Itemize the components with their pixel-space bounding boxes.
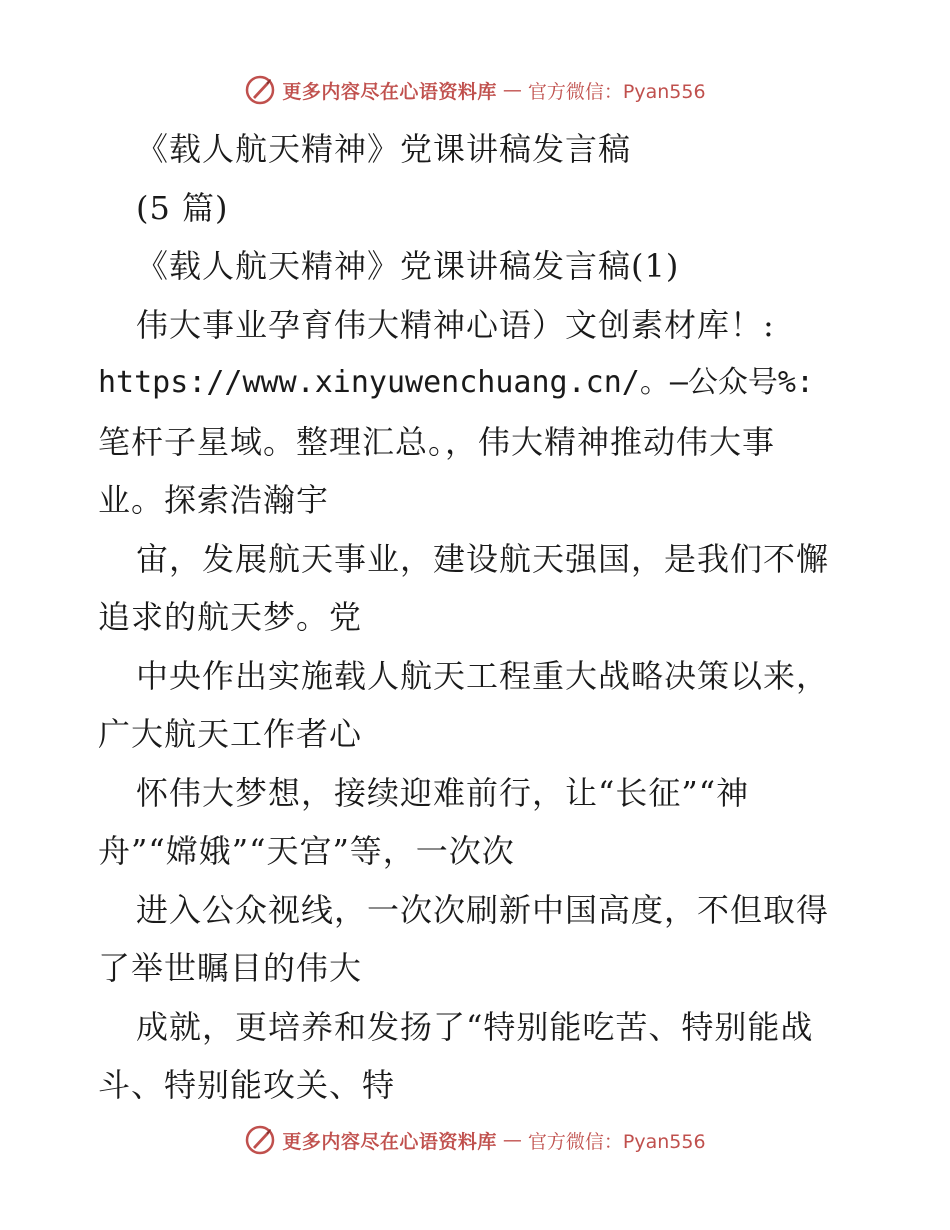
paragraph-line: 怀伟大梦想，接续迎难前行，让“长征”“神 xyxy=(136,773,750,812)
banner-wechat: 官方微信：Pyan556 xyxy=(527,1130,706,1153)
footer-banner xyxy=(0,1120,950,1160)
banner-text: 更多内容尽在心语资料库 xyxy=(282,80,497,103)
banner-separator: — xyxy=(502,1129,522,1151)
doc-title: 《载人航天精神》党课讲稿发言稿 xyxy=(136,130,632,168)
paragraph-line: 中央作出实施载人航天工程重大战略决策以来， xyxy=(136,656,830,695)
paragraph-line: 宙，发展航天事业，建设航天强国，是我们不懈 xyxy=(136,539,830,578)
banner-separator: — xyxy=(502,79,522,101)
paragraph-line: 业。探索浩瀚宇 xyxy=(98,481,330,519)
paragraph-line: 成就，更培养和发扬了“特别能吃苦、特别能战 xyxy=(136,1007,814,1046)
paragraph-line: 追求的航天梦。党 xyxy=(98,598,363,636)
paragraph-line: 了举世瞩目的伟大 xyxy=(98,949,363,987)
paragraph-line: 斗、特别能攻关、特 xyxy=(98,1066,396,1104)
section-title: 《载人航天精神》党课讲稿发言稿(1) xyxy=(136,247,680,285)
header-banner xyxy=(0,70,950,110)
banner-wechat: 官方微信：Pyan556 xyxy=(527,80,706,103)
doc-subtitle: (5 篇) xyxy=(136,188,229,227)
quill-logo-icon xyxy=(244,1124,276,1156)
paragraph-line: 舟”“嫦娥”“天宫”等，一次次 xyxy=(98,832,515,870)
paragraph-line: 广大航天工作者心 xyxy=(98,715,363,753)
paragraph-line-url: https://www.xinyuwenchuang.cn/。—公众号%: xyxy=(98,365,815,400)
document-body xyxy=(98,120,858,1115)
paragraph-line: 伟大事业孕育伟大精神心语）文创素材库！: xyxy=(136,305,775,344)
paragraph-line: 笔杆子星域。整理汇总。，伟大精神推动伟大事 xyxy=(98,422,776,461)
banner-text: 更多内容尽在心语资料库 xyxy=(282,1130,497,1153)
paragraph-line: 进入公众视线，一次次刷新中国高度，不但取得 xyxy=(136,890,830,929)
quill-logo-icon xyxy=(244,74,276,106)
